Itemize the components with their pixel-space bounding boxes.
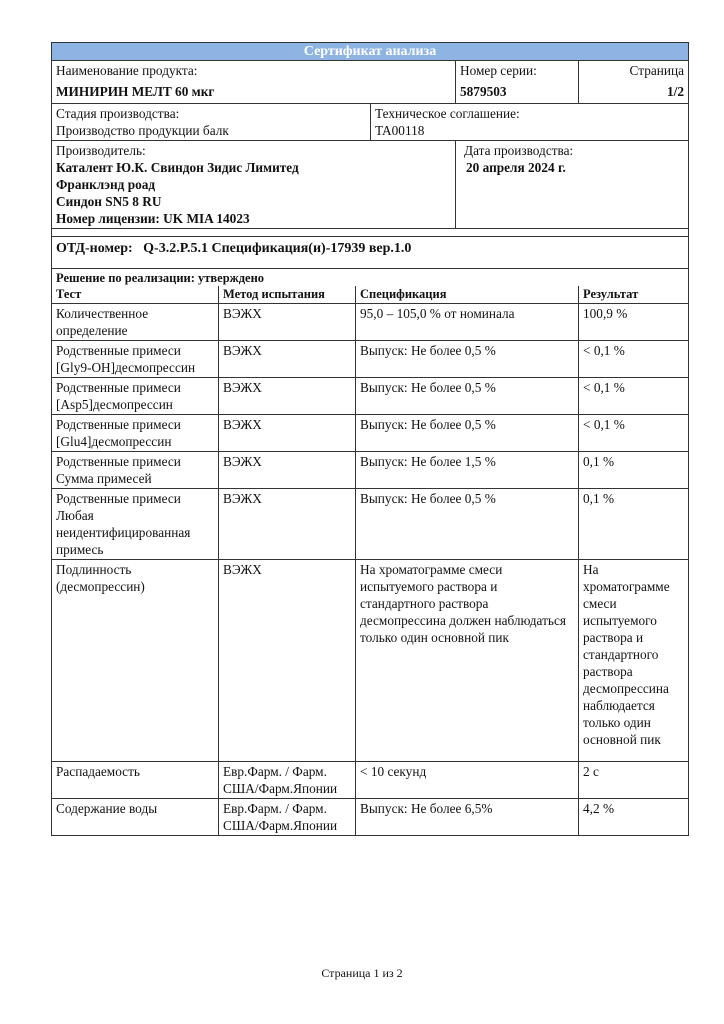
spec-cell: Выпуск: Не более 1,5 %: [356, 452, 579, 489]
table-row: [52, 762, 689, 799]
agreement-label: Техническое соглашение:: [375, 106, 520, 121]
method-cell: Евр.Фарм. / Фарм. США/Фарм.Японии: [219, 799, 356, 836]
otd-number: Q-3.2.P.5.1 Спецификация(и)-17939 вер.1.0: [143, 241, 412, 256]
table-row: [52, 415, 689, 452]
table-row: [52, 341, 689, 378]
method-cell: ВЭЖХ: [219, 304, 356, 341]
method-cell: ВЭЖХ: [219, 489, 356, 560]
result-cell: 100,9 %: [579, 304, 689, 341]
table-row: [52, 489, 689, 560]
page-value: 1/2: [667, 84, 684, 99]
stage-label: Стадия производства:: [56, 106, 180, 121]
spec-cell: 95,0 – 105,0 % от номинала: [356, 304, 579, 341]
result-cell: < 0,1 %: [579, 378, 689, 415]
spec-cell: На хроматограмме смеси испытуемого раствора и стандартного раствора десмопрессина должен наблюдаться только один основной пик: [356, 560, 579, 762]
test-cell: Родственные примеси Сумма примесей: [52, 452, 219, 489]
manufacturer-name: Каталент Ю.К. Свиндон Зидис Лимитед: [56, 160, 299, 175]
production-date: 20 апреля 2024 г.: [466, 160, 566, 175]
manufacturer-street: Франклэнд роад: [56, 177, 156, 192]
spec-cell: Выпуск: Не более 0,5 %: [356, 378, 579, 415]
manufacturer-license: Номер лицензии: UK MIA 14023: [56, 211, 250, 226]
table-row: [52, 799, 689, 836]
test-cell: Распадаемость: [52, 762, 219, 799]
col-method: Метод испытания: [219, 286, 356, 304]
method-cell: ВЭЖХ: [219, 378, 356, 415]
result-cell: 0,1 %: [579, 489, 689, 560]
col-test: Тест: [52, 286, 219, 304]
spec-cell: < 10 секунд: [356, 762, 579, 799]
certificate-title: Сертификат анализа: [52, 43, 689, 61]
result-cell: < 0,1 %: [579, 341, 689, 378]
manufacturer-city: Синдон SN5 8 RU: [56, 194, 162, 209]
test-cell: Родственные примеси Любая неидентифицированная примесь: [52, 489, 219, 560]
batch-number: 5879503: [460, 84, 507, 99]
method-cell: ВЭЖХ: [219, 452, 356, 489]
test-cell: Количественное определение: [52, 304, 219, 341]
method-cell: ВЭЖХ: [219, 415, 356, 452]
table-row: [52, 378, 689, 415]
method-cell: ВЭЖХ: [219, 560, 356, 762]
spec-cell: Выпуск: Не более 6,5%: [356, 799, 579, 836]
page-footer: Страница 1 из 2: [321, 966, 403, 980]
result-cell: На хроматограмме смеси испытуемого раствора и стандартного раствора десмопрессина наблюдается только один основной пик: [579, 560, 689, 762]
result-cell: 0,1 %: [579, 452, 689, 489]
spec-cell: Выпуск: Не более 0,5 %: [356, 341, 579, 378]
test-cell: Родственные примеси [Glu4]десмопрессин: [52, 415, 219, 452]
spec-cell: Выпуск: Не более 0,5 %: [356, 415, 579, 452]
col-result: Результат: [579, 286, 689, 304]
release-decision: Решение по реализации: утверждено: [56, 271, 265, 285]
table-row: [52, 560, 689, 762]
manufacturer-label: Производитель:: [56, 143, 146, 158]
date-label: Дата производства:: [464, 143, 574, 158]
method-cell: ВЭЖХ: [219, 341, 356, 378]
test-cell: Родственные примеси [Gly9-OH]десмопрессин: [52, 341, 219, 378]
product-label: Наименование продукта:: [56, 63, 198, 78]
result-cell: 4,2 %: [579, 799, 689, 836]
spec-cell: Выпуск: Не более 0,5 %: [356, 489, 579, 560]
otd-label: ОТД-номер:: [56, 241, 133, 256]
result-cell: 2 с: [579, 762, 689, 799]
table-row: [52, 452, 689, 489]
stage-value: Производство продукции балк: [56, 123, 229, 138]
table-row: [52, 304, 689, 341]
method-cell: Евр.Фарм. / Фарм. США/Фарм.Японии: [219, 762, 356, 799]
test-cell: Подлинность (десмопрессин): [52, 560, 219, 762]
agreement-value: TA00118: [375, 123, 425, 138]
test-cell: Родственные примеси [Asp5]десмопрессин: [52, 378, 219, 415]
batch-label: Номер серии:: [460, 63, 537, 78]
result-cell: < 0,1 %: [579, 415, 689, 452]
test-cell: Содержание воды: [52, 799, 219, 836]
product-name: МИНИРИН МЕЛТ 60 мкг: [56, 84, 215, 99]
col-spec: Спецификация: [356, 286, 579, 304]
page-label: Страница: [629, 63, 684, 78]
certificate-table: [51, 42, 689, 836]
